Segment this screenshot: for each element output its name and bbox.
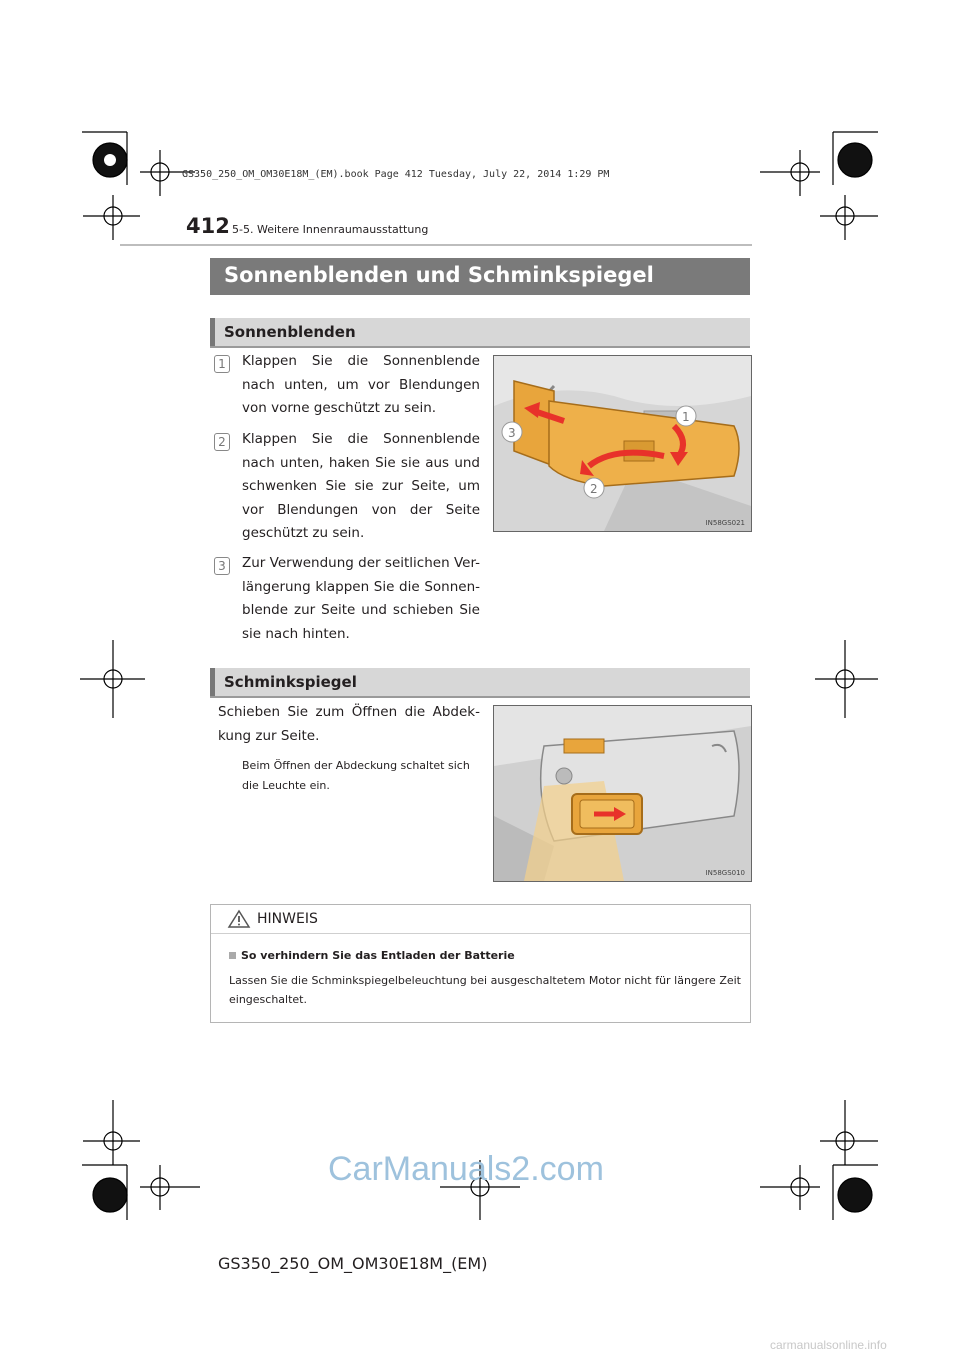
warning-triangle-icon <box>227 909 251 929</box>
step-text: Klappen Sie die Sonnenblende nach unten, um vor Blendungen von vorne geschützt zu sein. <box>242 353 480 416</box>
registration-mark-top-right <box>833 132 878 185</box>
header-divider <box>120 244 752 246</box>
crosshair-right-bottom <box>820 1100 878 1165</box>
step-number: 2 <box>214 433 230 451</box>
crosshair-bottom-2 <box>760 1165 820 1210</box>
figure-code: IN58GS021 <box>705 519 745 527</box>
notice-subheading <box>229 949 515 962</box>
section-heading-label: Sonnenblenden <box>224 323 356 341</box>
crosshair-left-bottom <box>83 1100 140 1165</box>
section-heading-sunvisor <box>210 318 750 348</box>
mirror-note: Beim Öffnen der Abdeckung schaltet sich die Leuchte ein. <box>242 759 470 792</box>
vanity-mirror-illustration <box>493 705 752 882</box>
site-credit: carmanualsonline.info <box>770 1338 887 1352</box>
crosshair-top-2 <box>760 150 820 196</box>
step-number: 1 <box>214 355 230 373</box>
step-number: 3 <box>214 557 230 575</box>
registration-mark-bottom-right <box>833 1165 878 1220</box>
crosshair-left-top <box>83 195 140 240</box>
crosshair-left-middle <box>80 640 145 718</box>
section-heading-label: Schminkspiegel <box>224 673 357 691</box>
callout-3: 3 <box>508 426 516 440</box>
step-text: Zur Verwendung der seitlichen Ver-längerung klappen Sie die Sonnen-blende zur Seite und schieben Sie sie nach hinten. <box>242 555 480 642</box>
watermark: CarManuals2.com <box>328 1150 604 1188</box>
sunvisor-illustration <box>493 355 752 532</box>
mirror-instruction: Schieben Sie zum Öffnen die Abdek-kung zur Seite. <box>218 704 480 744</box>
notice-box <box>210 904 751 1023</box>
crosshair-bottom-1 <box>140 1165 200 1210</box>
callout-2: 2 <box>590 482 598 496</box>
crosshair-right-top <box>820 195 878 240</box>
callout-1: 1 <box>682 410 690 424</box>
page-number: 412 <box>186 214 230 238</box>
page-title: Sonnenblenden und Schminkspiegel <box>224 263 654 287</box>
notice-header <box>211 905 750 934</box>
step-text: Klappen Sie die Sonnenblende nach unten, haken Sie sie aus und schwenken Sie sie zur Seite, um vor Blendungen von der Seite geschützt zu sein. <box>242 431 480 541</box>
page-title-bar <box>210 258 750 295</box>
registration-mark-bottom-left <box>82 1165 127 1220</box>
section-heading-mirror <box>210 668 750 698</box>
section-reference: 5-5. Weitere Innenraumausstattung <box>232 223 429 236</box>
notice-text: Lassen Sie die Schminkspiegelbeleuchtung bei ausgeschaltetem Motor nicht für längere Zeit eingeschaltet. <box>229 974 741 1006</box>
figure-code: IN58GS010 <box>705 869 745 877</box>
notice-heading: HINWEIS <box>257 911 318 927</box>
footer-code: GS350_250_OM_OM30E18M_(EM) <box>218 1254 488 1273</box>
crosshair-right-middle <box>815 640 878 718</box>
registration-mark-top-left <box>82 132 127 185</box>
notice-subheading-text: So verhindern Sie das Entladen der Batterie <box>241 949 515 962</box>
bullet-square-icon <box>229 952 236 959</box>
book-meta: GS350_250_OM_OM30E18M_(EM).book Page 412 Tuesday, July 22, 2014 1:29 PM <box>182 169 610 180</box>
